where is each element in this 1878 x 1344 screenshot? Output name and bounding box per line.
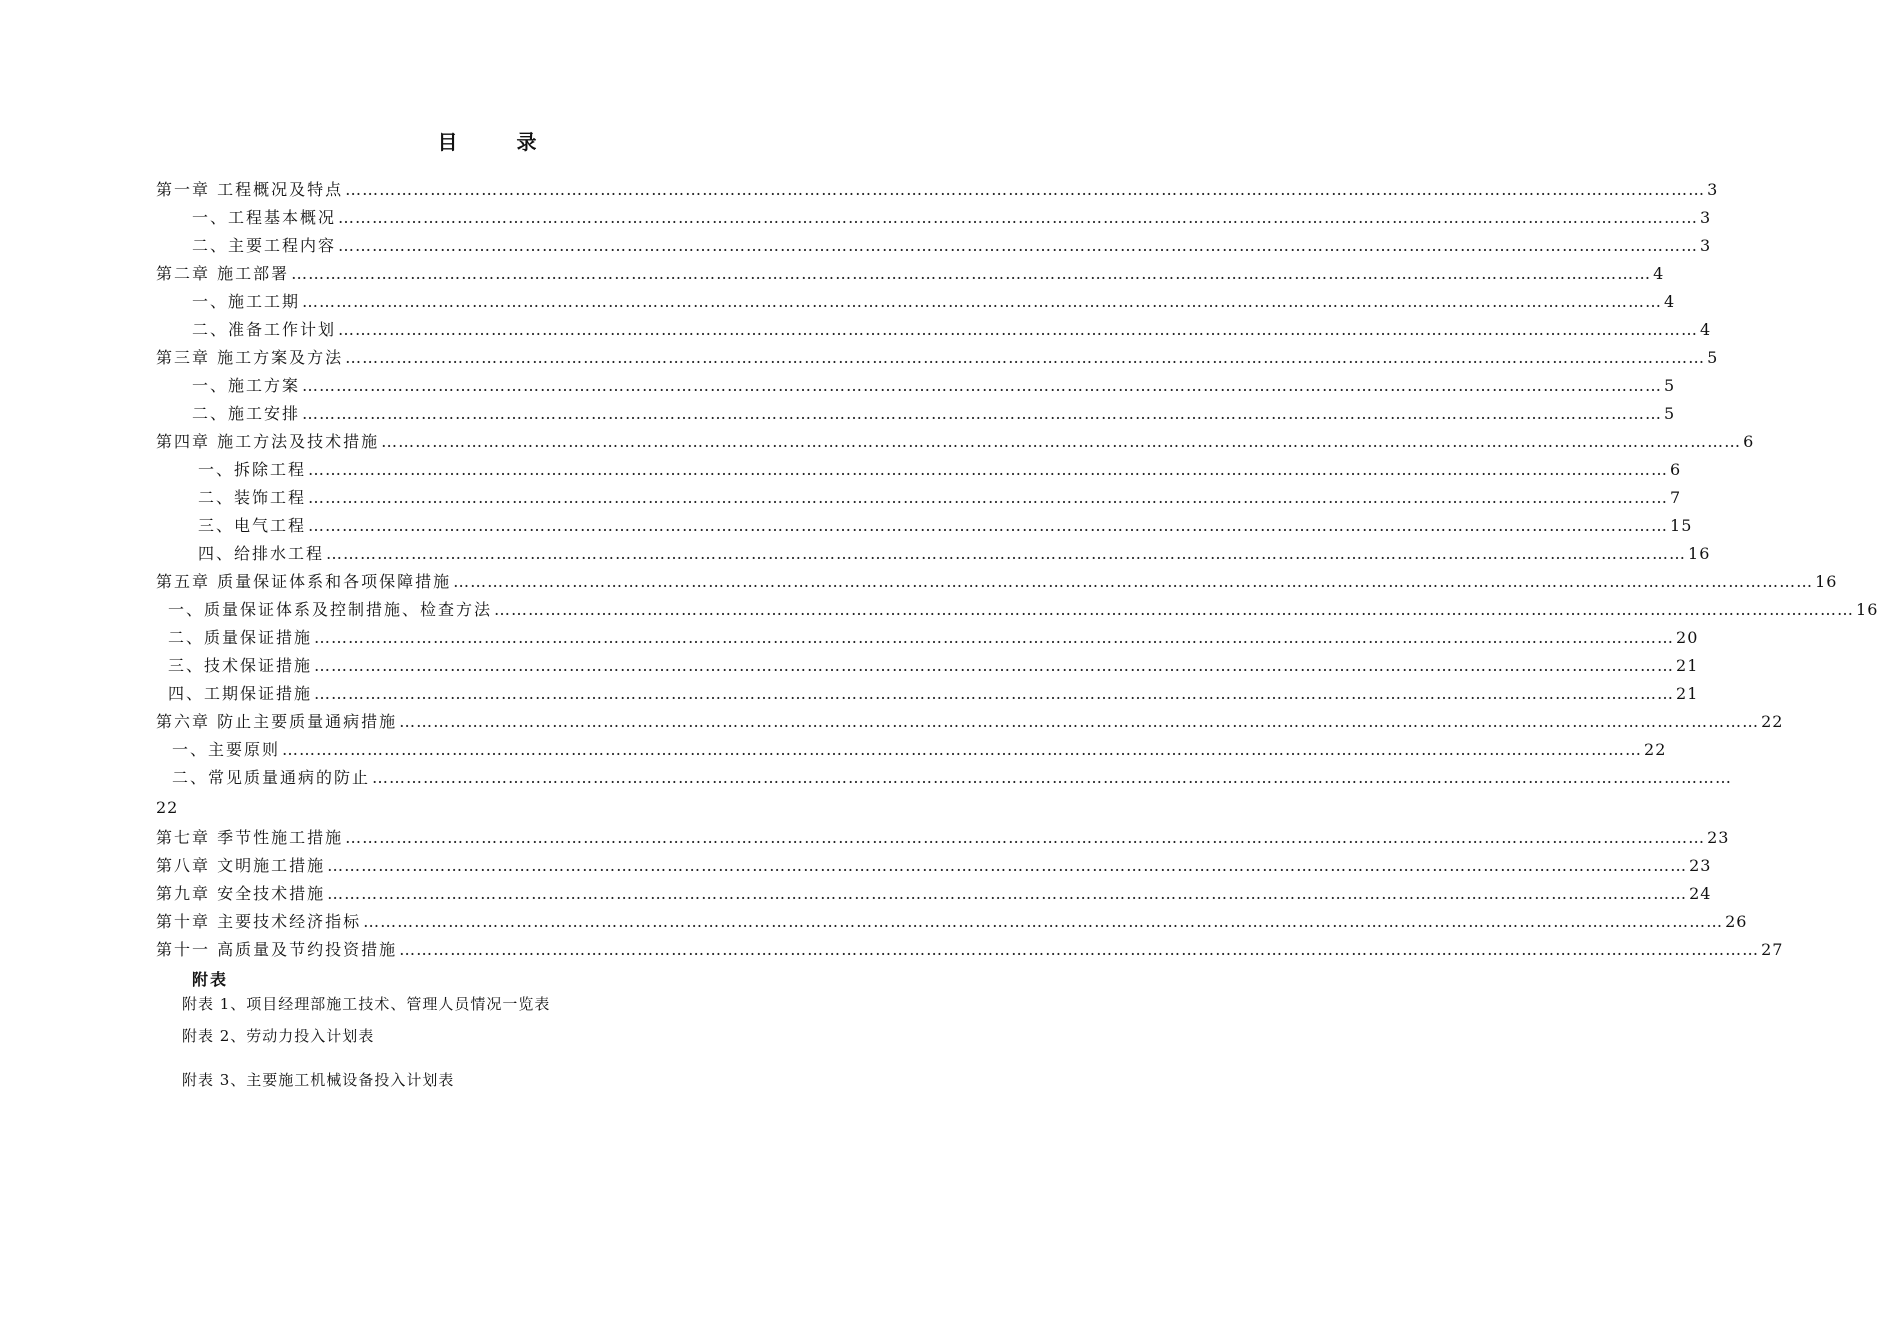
toc-entry-page-number: 3 xyxy=(1707,180,1719,199)
toc-entry-label: 第八章 文明施工措施 xyxy=(156,856,326,875)
toc-entry-page-number: 4 xyxy=(1664,292,1676,311)
toc-entry-label: 第四章 施工方法及技术措施 xyxy=(156,432,380,451)
toc-entry-label: 二、质量保证措施 xyxy=(168,628,313,647)
toc-entry[interactable] xyxy=(156,936,1784,964)
toc-entry-label: 第七章 季节性施工措施 xyxy=(156,828,344,847)
toc-entry[interactable] xyxy=(156,824,1730,852)
page-title: 目 录 xyxy=(437,130,563,154)
toc-leader-dots: …………………………………………………………………………………………………………………………………………………………………………………………………………………… xyxy=(381,432,1742,451)
toc-leader-dots: …………………………………………………………………………………………………………………………………………………………………………………………………………………… xyxy=(327,856,1688,875)
toc-entry-label: 第六章 防止主要质量通病措施 xyxy=(156,712,398,731)
toc-entry[interactable] xyxy=(192,288,1676,316)
toc-entry-page-number: 15 xyxy=(1670,516,1693,535)
toc-entry[interactable] xyxy=(198,512,1693,540)
toc-entry[interactable] xyxy=(192,204,1712,232)
toc-entry[interactable] xyxy=(192,316,1712,344)
toc-entry-label: 第十章 主要技术经济指标 xyxy=(156,912,362,931)
toc-entry-page-number: 4 xyxy=(1700,320,1712,339)
toc-leader-dots: …………………………………………………………………………………………………………………………………………………………………………………………………………………… xyxy=(308,516,1669,535)
toc-entry[interactable] xyxy=(198,540,1711,568)
toc-leader-dots: …………………………………………………………………………………………………………………………………………………………………………………………………………………… xyxy=(302,376,1663,395)
toc-entry-label: 二、准备工作计划 xyxy=(192,320,337,339)
toc-entry-label: 二、主要工程内容 xyxy=(192,236,337,255)
toc-entry-page-number: 5 xyxy=(1664,404,1676,423)
toc-entry[interactable] xyxy=(156,260,1665,288)
toc-leader-dots: …………………………………………………………………………………………………………………………………………………………………………………………………………………… xyxy=(345,828,1706,847)
toc-entry[interactable] xyxy=(172,764,1733,792)
toc-entry-label: 第十一 高质量及节约投资措施 xyxy=(156,940,398,959)
toc-leader-dots: …………………………………………………………………………………………………………………………………………………………………………………………………………………… xyxy=(338,320,1699,339)
toc-entry[interactable] xyxy=(156,908,1748,936)
toc-entry-label: 第五章 质量保证体系和各项保障措施 xyxy=(156,572,452,591)
toc-entry-page-number: 6 xyxy=(1743,432,1755,451)
toc-entry-label: 一、主要原则 xyxy=(172,740,281,759)
toc-leader-dots: …………………………………………………………………………………………………………………………………………………………………………………………………………………… xyxy=(453,572,1814,591)
toc-entry-page-number: 16 xyxy=(1815,572,1838,591)
toc-entry-label: 二、施工安排 xyxy=(192,404,301,423)
toc-leader-dots: …………………………………………………………………………………………………………………………………………………………………………………………………………………… xyxy=(291,264,1652,283)
toc-entry-label: 一、施工工期 xyxy=(192,292,301,311)
toc-entry[interactable] xyxy=(192,372,1676,400)
toc-entry[interactable] xyxy=(198,484,1682,512)
toc-entry[interactable] xyxy=(156,176,1719,204)
toc-entry-label: 第三章 施工方案及方法 xyxy=(156,348,344,367)
toc-entry-label: 第一章 工程概况及特点 xyxy=(156,180,344,199)
toc-leader-dots: …………………………………………………………………………………………………………………………………………………………………………………………………………………… xyxy=(282,740,1643,759)
toc-leader-dots: …………………………………………………………………………………………………………………………………………………………………………………………………………………… xyxy=(399,712,1760,731)
toc-leader-dots: …………………………………………………………………………………………………………………………………………………………………………………………………………………… xyxy=(308,488,1669,507)
toc-leader-dots: …………………………………………………………………………………………………………………………………………………………………………………………………………………… xyxy=(399,940,1760,959)
toc-entry[interactable] xyxy=(168,680,1699,708)
appendix-item-1: 附表 1、项目经理部施工技术、管理人员情况一览表 xyxy=(182,995,551,1013)
toc-entry-page-number: 22 xyxy=(1761,712,1784,731)
toc-entry-page-number: 5 xyxy=(1707,348,1719,367)
toc-entry[interactable] xyxy=(172,736,1667,764)
toc-entry-page-number: 3 xyxy=(1700,236,1712,255)
toc-entry-label: 三、技术保证措施 xyxy=(168,656,313,675)
toc-entry[interactable] xyxy=(192,232,1712,260)
toc-entry-page-number: 3 xyxy=(1700,208,1712,227)
toc-entry[interactable] xyxy=(192,400,1676,428)
toc-entry-page-number: 16 xyxy=(1688,544,1711,563)
toc-entry-page-number: 16 xyxy=(1856,600,1878,619)
toc-entry-label: 一、施工方案 xyxy=(192,376,301,395)
toc-entry-page-number: 21 xyxy=(1676,684,1699,703)
toc-leader-dots: …………………………………………………………………………………………………………………………………………………………………………………………………………………… xyxy=(338,236,1699,255)
toc-entry-label: 二、常见质量通病的防止 xyxy=(172,768,371,787)
toc-leader-dots: …………………………………………………………………………………………………………………………………………………………………………………………………………………… xyxy=(345,348,1706,367)
toc-entry-page-number: 4 xyxy=(1653,264,1665,283)
toc-entry-label: 一、质量保证体系及控制措施、检查方法 xyxy=(168,600,493,619)
appendix-item-2: 附表 2、劳动力投入计划表 xyxy=(182,1027,375,1045)
toc-entry-page-number: 24 xyxy=(1689,884,1712,903)
toc-entry[interactable] xyxy=(156,344,1719,372)
toc-entry-page-number: 20 xyxy=(1676,628,1699,647)
toc-leader-dots: …………………………………………………………………………………………………………………………………………………………………………………………………………………… xyxy=(314,628,1675,647)
toc-entry-label: 第九章 安全技术措施 xyxy=(156,884,326,903)
toc-entry-label: 第二章 施工部署 xyxy=(156,264,290,283)
toc-entry-label: 一、工程基本概况 xyxy=(192,208,337,227)
toc-entry-label: 四、工期保证措施 xyxy=(168,684,313,703)
toc-entry-page-number: 27 xyxy=(1761,940,1784,959)
toc-leader-dots: …………………………………………………………………………………………………………………………………………………………………………………………………………………… xyxy=(345,180,1706,199)
toc-entry-page-number: 6 xyxy=(1670,460,1682,479)
toc-entry[interactable] xyxy=(198,456,1682,484)
toc-entry-label: 四、给排水工程 xyxy=(198,544,325,563)
toc-entry-label: 二、装饰工程 xyxy=(198,488,307,507)
toc-leader-dots: …………………………………………………………………………………………………………………………………………………………………………………………………………………… xyxy=(326,544,1687,563)
toc-leader-dots: …………………………………………………………………………………………………………………………………………………………………………………………………………………… xyxy=(302,292,1663,311)
toc-entry[interactable] xyxy=(168,596,1878,624)
toc-leader-dots: …………………………………………………………………………………………………………………………………………………………………………………………………………………… xyxy=(327,884,1688,903)
appendix-item-3: 附表 3、主要施工机械设备投入计划表 xyxy=(182,1071,455,1089)
toc-leader-dots: …………………………………………………………………………………………………………………………………………………………………………………………………………………… xyxy=(372,768,1733,787)
toc-leader-dots: …………………………………………………………………………………………………………………………………………………………………………………………………………………… xyxy=(314,656,1675,675)
toc-entry[interactable] xyxy=(156,852,1712,880)
toc-entry[interactable] xyxy=(156,880,1712,908)
toc-leader-dots: …………………………………………………………………………………………………………………………………………………………………………………………………………………… xyxy=(308,460,1669,479)
toc-entry[interactable] xyxy=(168,624,1699,652)
toc-wrapped-page-number: 22 xyxy=(156,798,179,817)
toc-leader-dots: …………………………………………………………………………………………………………………………………………………………………………………………………………………… xyxy=(363,912,1724,931)
toc-entry-page-number: 21 xyxy=(1676,656,1699,675)
toc-entry-page-number: 23 xyxy=(1707,828,1730,847)
toc-entry[interactable] xyxy=(156,568,1838,596)
toc-entry[interactable] xyxy=(168,652,1699,680)
toc-entry-page-number: 26 xyxy=(1725,912,1748,931)
toc-entry-label: 三、电气工程 xyxy=(198,516,307,535)
toc-leader-dots: …………………………………………………………………………………………………………………………………………………………………………………………………………………… xyxy=(494,600,1855,619)
toc-entry-page-number: 22 xyxy=(1644,740,1667,759)
toc-entry[interactable] xyxy=(156,708,1784,736)
toc-leader-dots: …………………………………………………………………………………………………………………………………………………………………………………………………………………… xyxy=(302,404,1663,423)
appendix-heading: 附表 xyxy=(192,970,229,989)
toc-leader-dots: …………………………………………………………………………………………………………………………………………………………………………………………………………………… xyxy=(338,208,1699,227)
toc-leader-dots: …………………………………………………………………………………………………………………………………………………………………………………………………………………… xyxy=(314,684,1675,703)
toc-entry-page-number: 23 xyxy=(1689,856,1712,875)
toc-entry-page-number: 7 xyxy=(1670,488,1682,507)
toc-entry[interactable] xyxy=(156,428,1755,456)
toc-entry-page-number: 5 xyxy=(1664,376,1676,395)
toc-entry-label: 一、拆除工程 xyxy=(198,460,307,479)
